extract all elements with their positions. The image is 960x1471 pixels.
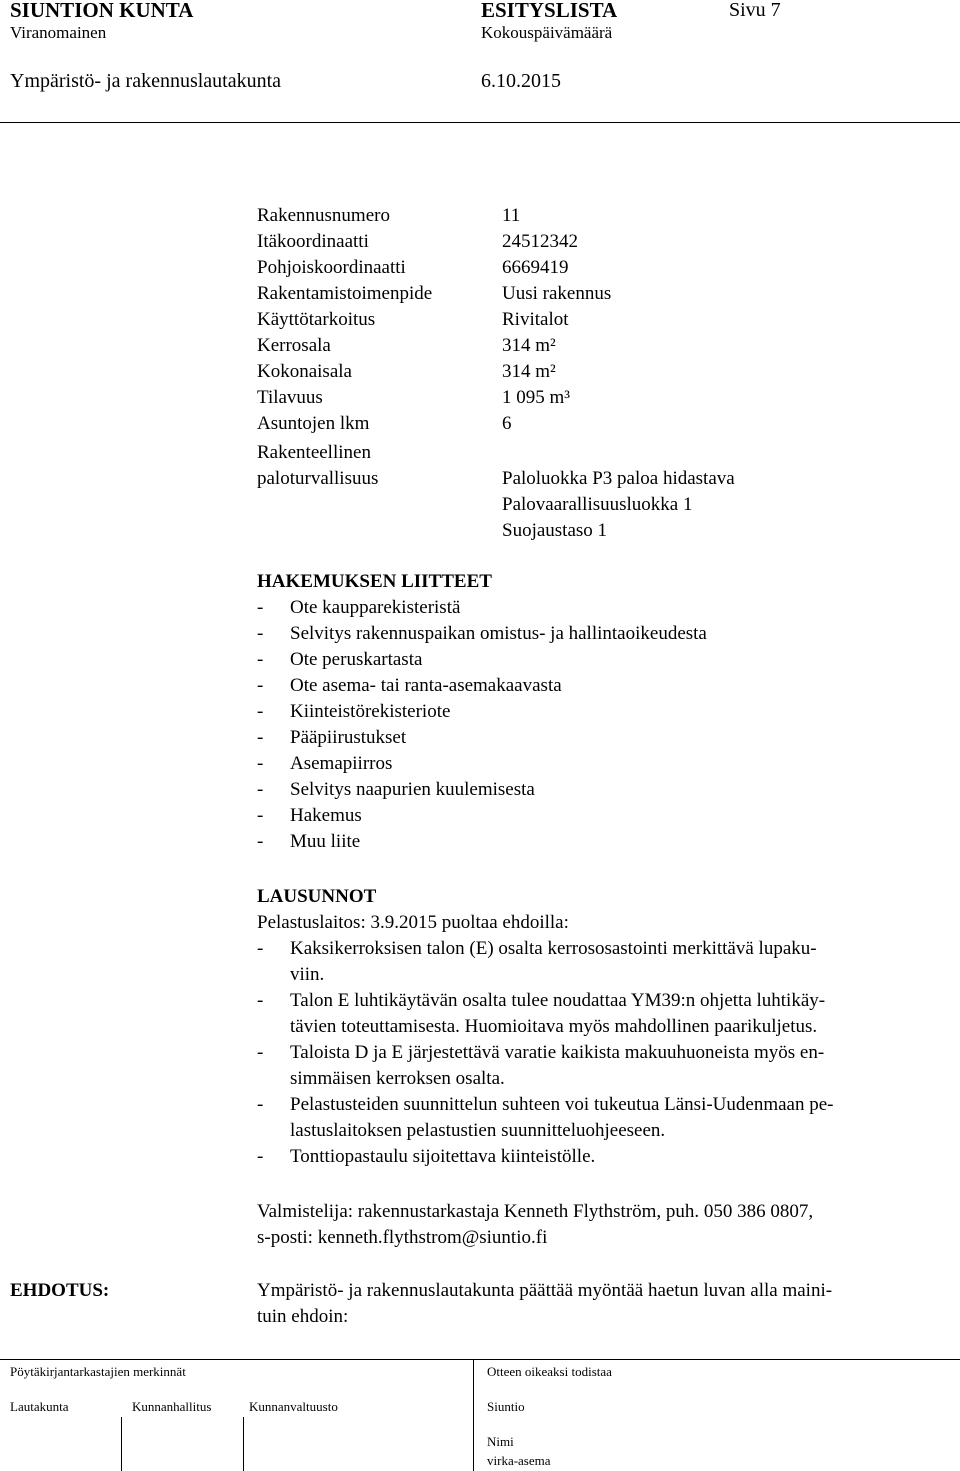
- authority: Ympäristö- ja rakennuslautakunta: [10, 70, 282, 92]
- info-value: Rivitalot: [502, 309, 569, 330]
- list-item: - Selvitys rakennuspaikan omistus- ja hallintaoikeudesta: [257, 623, 707, 644]
- footer-place: Siuntio: [487, 1399, 525, 1414]
- proposal-line1: Ympäristö- ja rakennuslautakunta päättää myöntää haetun luvan alla maini-: [257, 1280, 833, 1301]
- list-item: - Taloista D ja E järjestettävä varatie kaikista makuuhuoneista myös en- simmäisen kerroksen osalta.: [257, 1042, 825, 1089]
- date-label: Kokouspäivämäärä: [481, 23, 613, 42]
- fire-safety-label-line1: Rakenteellinen: [257, 442, 371, 463]
- fire-hazard-class: Palovaarallisuusluokka 1: [502, 494, 693, 515]
- footer-divider: [121, 1417, 122, 1471]
- header-divider: [0, 122, 960, 123]
- preparer-line2: s-posti: kenneth.flythstrom@siuntio.fi: [257, 1227, 548, 1248]
- info-key: Kokonaisala: [257, 361, 352, 382]
- attachments-heading: HAKEMUKSEN LIITTEET: [257, 571, 492, 592]
- info-value: 24512342: [502, 231, 578, 252]
- authority-label: Viranomainen: [10, 23, 107, 42]
- info-value: 1 095 m³: [502, 387, 570, 408]
- list-item: - Tonttiopastaulu sijoitettava kiinteistölle.: [257, 1146, 596, 1167]
- list-item: - Ote asema- tai ranta-asemakaavasta: [257, 675, 562, 696]
- info-value: 6: [502, 413, 512, 434]
- statements-heading: LAUSUNNOT: [257, 886, 377, 907]
- info-key: Käyttötarkoitus: [257, 309, 376, 330]
- info-key: Rakentamistoimenpide: [257, 283, 433, 304]
- statements-list: [257, 936, 937, 1170]
- footer-top-rule: [0, 1359, 960, 1360]
- footer-col-council: Kunnanvaltuusto: [249, 1399, 338, 1414]
- page-number: Sivu 7: [729, 0, 781, 21]
- proposal-line2: tuin ehdoin:: [257, 1306, 349, 1327]
- fire-safety-label-line2: paloturvallisuus: [257, 468, 379, 489]
- info-value: 6669419: [502, 257, 569, 278]
- list-item: - Pääpiirustukset: [257, 727, 407, 748]
- attachments-list: [257, 595, 937, 855]
- footer-right-title: Otteen oikeaksi todistaa: [487, 1364, 612, 1379]
- footer-name-label: Nimi: [487, 1434, 514, 1449]
- statements-intro: Pelastuslaitos: 3.9.2015 puoltaa ehdoilla:: [257, 912, 569, 933]
- list-item: - Pelastusteiden suunnittelun suhteen voi tukeutua Länsi-Uudenmaan pe- lastuslaitoksen pelastustien suunnitteluohjeeseen.: [257, 1094, 834, 1141]
- list-item: - Kiinteistörekisteriote: [257, 701, 451, 722]
- list-item: - Kaksikerroksisen talon (E) osalta kerrososastointi merkittävä lupaku- viin.: [257, 938, 817, 985]
- list-item: - Hakemus: [257, 805, 362, 826]
- list-item: - Asemapiirros: [257, 753, 393, 774]
- footer-divider: [243, 1417, 244, 1471]
- footer-position-label: virka-asema: [487, 1453, 551, 1468]
- list-item: - Selvitys naapurien kuulemisesta: [257, 779, 535, 800]
- info-key: Itäkoordinaatti: [257, 231, 369, 252]
- proposal-label: EHDOTUS:: [10, 1280, 110, 1301]
- info-key: Tilavuus: [257, 387, 323, 408]
- footer-col-executive: Kunnanhallitus: [132, 1399, 212, 1414]
- info-value: 11: [502, 205, 521, 226]
- list-item: - Ote kaupparekisteristä: [257, 597, 461, 618]
- protection-level: Suojaustaso 1: [502, 520, 608, 541]
- municipality-name: SIUNTION KUNTA: [10, 0, 194, 22]
- list-item: - Ote peruskartasta: [257, 649, 423, 670]
- info-value: Uusi rakennus: [502, 283, 612, 304]
- footer-left-title: Pöytäkirjantarkastajien merkinnät: [10, 1364, 186, 1379]
- document-type: ESITYSLISTA: [481, 0, 618, 22]
- fire-class: Paloluokka P3 paloa hidastava: [502, 468, 735, 489]
- info-key: Pohjoiskoordinaatti: [257, 257, 406, 278]
- list-item: - Muu liite: [257, 831, 361, 852]
- meeting-date: 6.10.2015: [481, 70, 561, 92]
- info-key: Kerrosala: [257, 335, 331, 356]
- info-value: 314 m²: [502, 361, 556, 382]
- list-item: - Talon E luhtikäytävän osalta tulee noudattaa YM39:n ohjetta luhtikäy- tävien toteuttamisesta. Huomioitava myös mahdollinen paarikuljetus.: [257, 990, 826, 1037]
- info-value: 314 m²: [502, 335, 556, 356]
- preparer-line1: Valmistelija: rakennustarkastaja Kenneth Flythström, puh. 050 386 0807,: [257, 1201, 814, 1222]
- info-key: Rakennusnumero: [257, 205, 390, 226]
- info-key: Asuntojen lkm: [257, 413, 370, 434]
- footer-divider: [473, 1359, 474, 1471]
- footer-col-board: Lautakunta: [10, 1399, 69, 1414]
